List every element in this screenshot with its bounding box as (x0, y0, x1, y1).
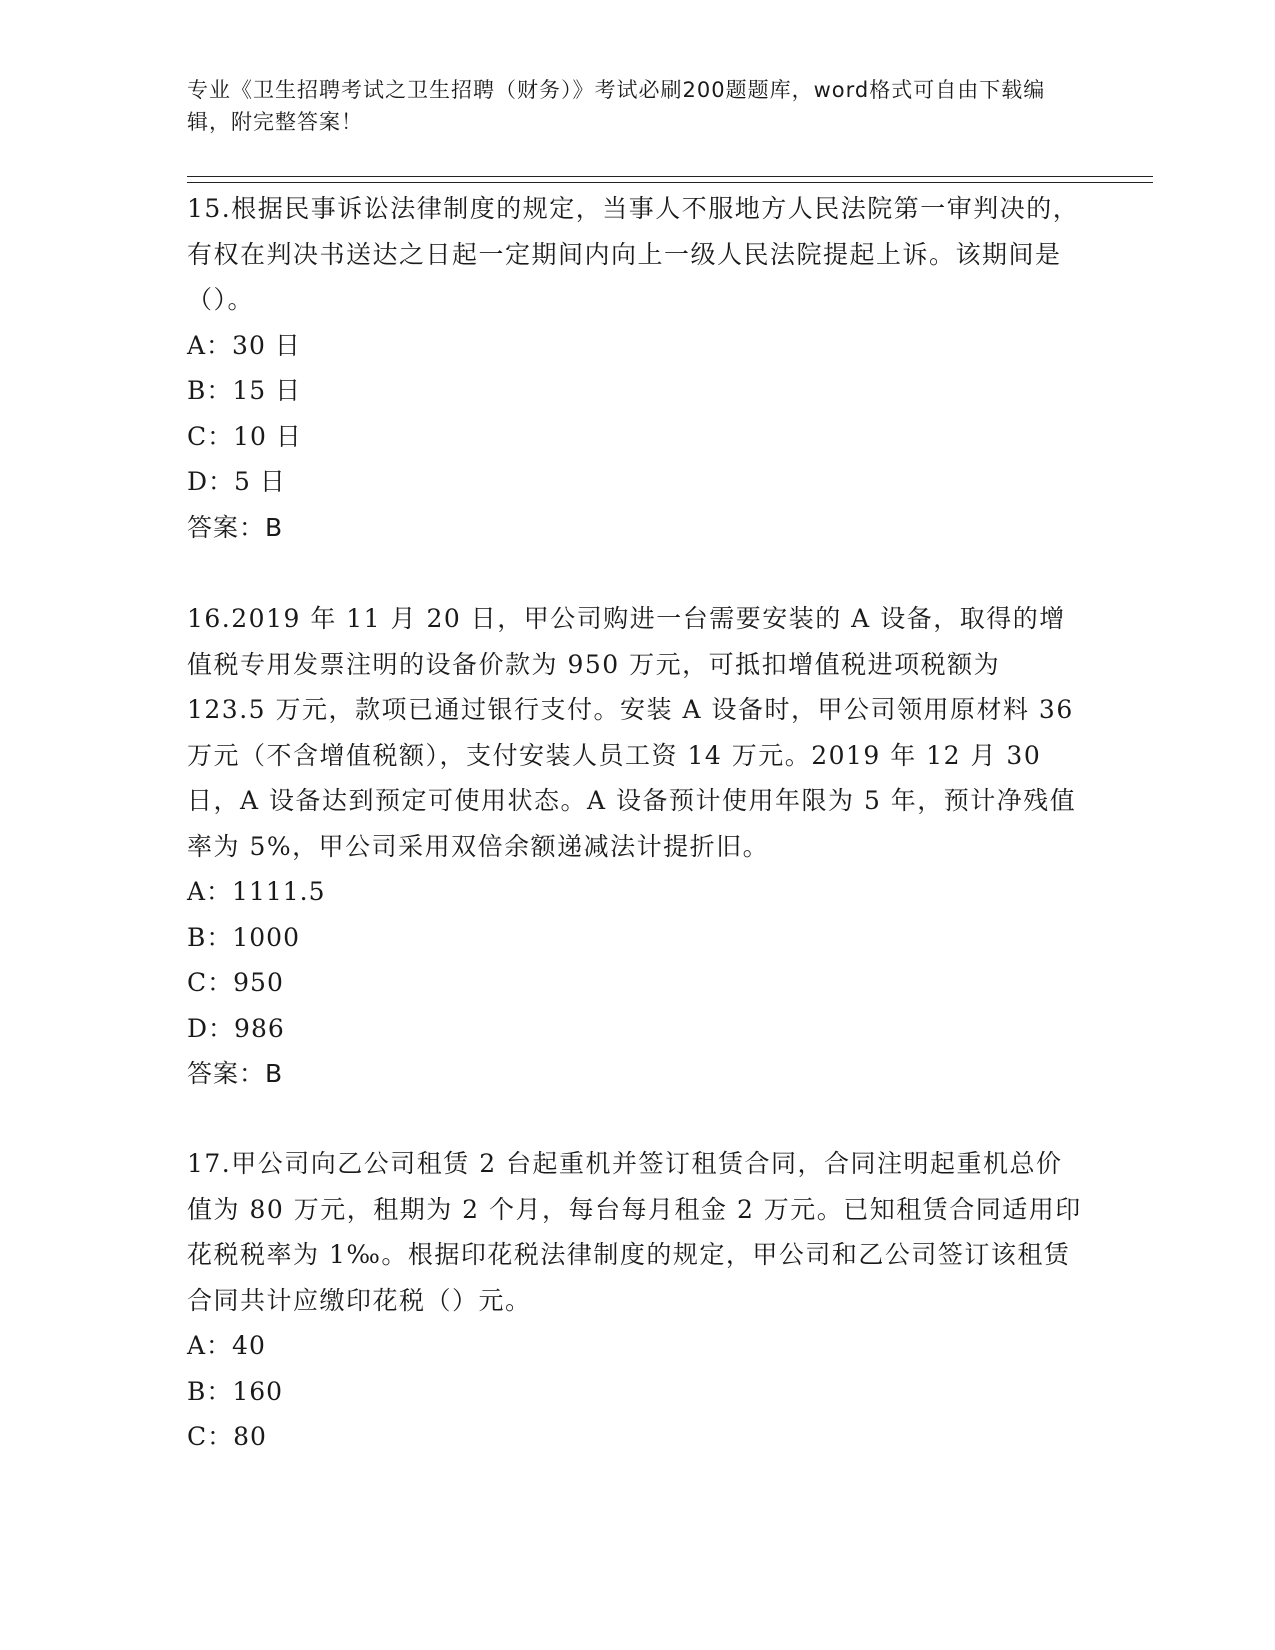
option-c: C：950 (187, 968, 284, 997)
question-stem: 15.根据民事诉讼法律制度的规定，当事人不服地方人民法院第一审判决的，有权在判决书送达之日起一定期间内向上一级人民法院提起上诉。该期间是（）。 (187, 194, 1080, 314)
question-stem: 16.2019 年 11 月 20 日，甲公司购进一台需要安装的 A 设备，取得的增值税专用发票注明的设备价款为 950 万元，可抵扣增值税进项税额为 123.5 万元，款项已通过银行支付。安装 A 设备时，甲公司领用原材料 36 万元（不含增值税额），支付安装人员工资 14 万元。2019 年 12 月 30 日，A 设备达到预定可使用状态。A 设备预计使用年限为 5 年，预计净残值率为 5%，甲公司采用双倍余额递减法计提折旧。 (187, 604, 1077, 861)
option-d: D：5 日 (187, 467, 286, 496)
option-a: A：40 (187, 1331, 266, 1360)
option-b: B：15 日 (187, 376, 302, 405)
question-15 (187, 186, 1087, 550)
option-b: B：1000 (187, 922, 300, 952)
option-a: A：1111.5 (187, 877, 326, 906)
option-d: D：986 (187, 1013, 285, 1043)
answer-label: 答案：B (187, 512, 284, 542)
option-a: A：30 日 (187, 330, 301, 360)
question-17 (187, 1141, 1087, 1460)
option-c: C：80 (187, 1422, 267, 1451)
document-header: 专业《卫生招聘考试之卫生招聘（财务）》考试必刷200题题库，word格式可自由下载编辑，附完整答案！ (187, 78, 1046, 134)
question-stem: 17.甲公司向乙公司租赁 2 台起重机并签订租赁合同，合同注明起重机总价值为 80 万元，租期为 2 个月，每台每月租金 2 万元。已知租赁合同适用印花税税率为 1‰。根据印花税法律制度的规定，甲公司和乙公司签订该租赁合同共计应缴印花税（）元。 (187, 1149, 1082, 1315)
header-divider-bottom (187, 182, 1153, 183)
option-b: B：160 (187, 1376, 284, 1406)
header-divider-top (187, 176, 1153, 177)
option-c: C：10 日 (187, 421, 302, 451)
answer-label: 答案：B (187, 1059, 284, 1088)
question-16 (187, 596, 1087, 1097)
